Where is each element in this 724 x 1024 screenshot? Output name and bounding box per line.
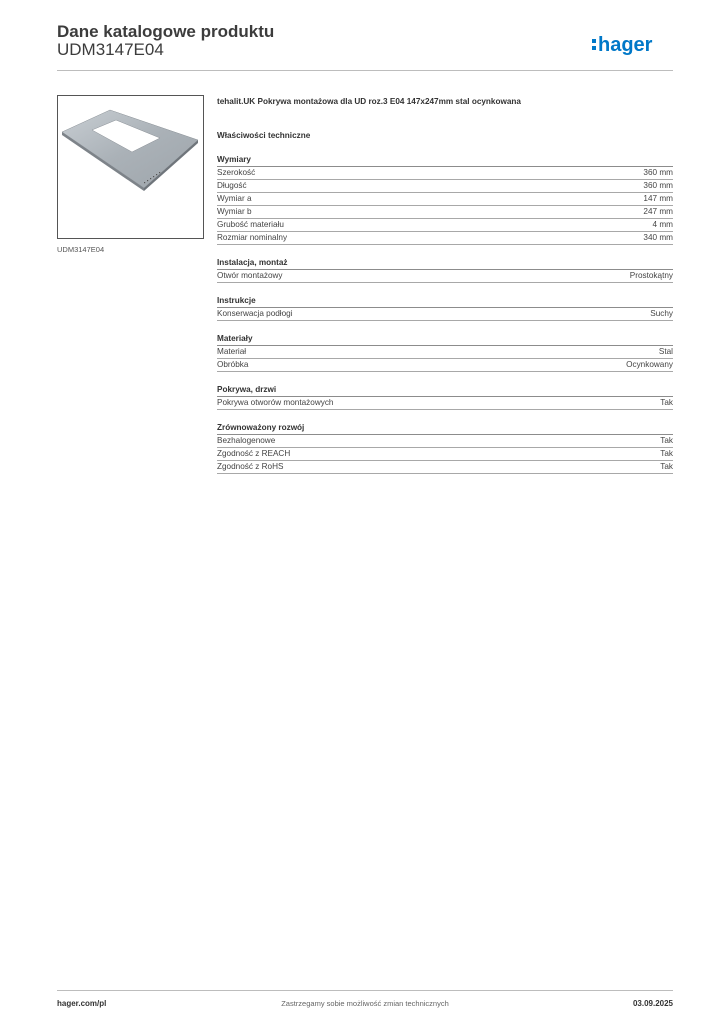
product-image bbox=[57, 95, 204, 239]
section-title: Instalacja, montaż bbox=[217, 256, 673, 270]
spec-label: Zgodność z RoHS bbox=[217, 462, 284, 471]
spec-row bbox=[217, 270, 673, 283]
document-date: 03.09.2025 bbox=[632, 999, 673, 1008]
product-code: UDM3147E04 bbox=[57, 40, 164, 59]
spec-label: Materiał bbox=[217, 347, 247, 356]
spec-label: Wymiar a bbox=[217, 194, 252, 203]
spec-section bbox=[217, 421, 673, 474]
spec-label: Bezhalogenowe bbox=[217, 436, 276, 445]
spec-label: Szerokość bbox=[217, 168, 256, 177]
spec-value: Stal bbox=[658, 347, 673, 356]
spec-section bbox=[217, 383, 673, 410]
spec-row bbox=[217, 448, 673, 461]
spec-value: 147 mm bbox=[643, 194, 673, 203]
spec-value: 4 mm bbox=[652, 220, 673, 229]
spec-label: Zgodność z REACH bbox=[217, 449, 291, 458]
page-footer bbox=[57, 990, 673, 1021]
spec-value: Tak bbox=[660, 449, 673, 458]
section-title: Materiały bbox=[217, 332, 673, 346]
spec-value: Prostokątny bbox=[629, 271, 673, 280]
spec-row bbox=[217, 232, 673, 245]
spec-label: Rozmiar nominalny bbox=[217, 233, 288, 242]
footer-notice: Zastrzegamy sobie możliwość zmian technicznych bbox=[281, 999, 449, 1008]
spec-section bbox=[217, 332, 673, 372]
spec-section bbox=[217, 294, 673, 321]
spec-sections bbox=[217, 153, 673, 474]
product-details bbox=[217, 96, 673, 474]
page-header bbox=[57, 22, 673, 71]
spec-value: Suchy bbox=[650, 309, 673, 318]
logo-text: hager bbox=[598, 34, 653, 56]
website-link[interactable]: hager.com/pl bbox=[57, 999, 107, 1008]
spec-value: 340 mm bbox=[643, 233, 673, 242]
spec-row bbox=[217, 308, 673, 321]
spec-label: Obróbka bbox=[217, 360, 249, 369]
spec-value: Ocynkowany bbox=[626, 360, 673, 369]
hager-logo bbox=[591, 28, 673, 58]
section-title: Pokrywa, drzwi bbox=[217, 383, 673, 397]
spec-label: Pokrywa otworów montażowych bbox=[217, 398, 334, 407]
spec-row bbox=[217, 206, 673, 219]
spec-label: Otwór montażowy bbox=[217, 271, 283, 280]
image-caption: UDM3147E04 bbox=[57, 245, 105, 254]
spec-value: Tak bbox=[660, 462, 673, 471]
section-title: Zrównoważony rozwój bbox=[217, 421, 673, 435]
spec-row bbox=[217, 397, 673, 410]
spec-row bbox=[217, 435, 673, 448]
spec-value: 360 mm bbox=[643, 181, 673, 190]
technical-properties-title: Właściwości techniczne bbox=[217, 131, 311, 140]
spec-row bbox=[217, 193, 673, 206]
spec-row bbox=[217, 346, 673, 359]
spec-value: 247 mm bbox=[643, 207, 673, 216]
product-title: tehalit.UK Pokrywa montażowa dla UD roz.3 E04 147x247mm stal ocynkowana bbox=[217, 97, 521, 106]
spec-section bbox=[217, 153, 673, 245]
document-title: Dane katalogowe produktu bbox=[57, 22, 275, 41]
spec-value: Tak bbox=[660, 398, 673, 407]
spec-label: Wymiar b bbox=[217, 207, 252, 216]
section-title: Instrukcje bbox=[217, 294, 673, 308]
spec-row bbox=[217, 219, 673, 232]
spec-row bbox=[217, 461, 673, 474]
spec-section bbox=[217, 256, 673, 283]
spec-label: Grubość materiału bbox=[217, 220, 284, 229]
spec-label: Konserwacja podłogi bbox=[217, 309, 293, 318]
spec-value: Tak bbox=[660, 436, 673, 445]
spec-row bbox=[217, 359, 673, 372]
section-title: Wymiary bbox=[217, 153, 673, 167]
spec-row bbox=[217, 180, 673, 193]
spec-row bbox=[217, 167, 673, 180]
spec-label: Długość bbox=[217, 181, 247, 190]
spec-value: 360 mm bbox=[643, 168, 673, 177]
